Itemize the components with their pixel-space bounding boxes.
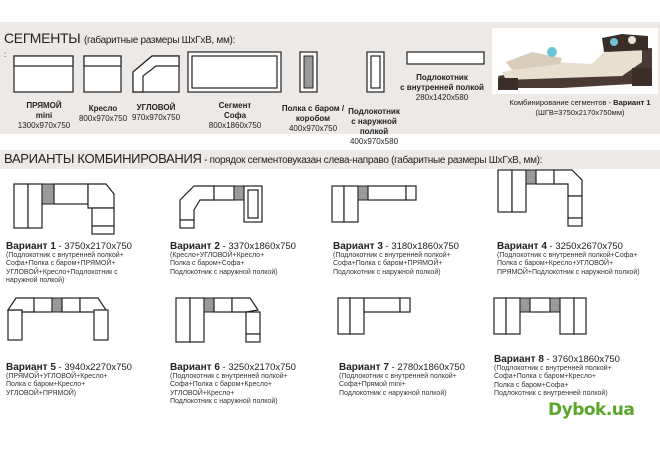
variant-2: Вариант 2 - 3370x1860x750 (Кресло+УГЛОВОЙ+Кресло+ Полка с баром+Софа+ Подлокотник с наружной полкой) <box>170 241 296 276</box>
variant-7: Вариант 7 - 2780x1860x750 (Подлокотник с внутренней полкой+ Софа+Прямой mini+ Подлокотник с наружной полкой) <box>339 362 465 397</box>
segments-subtitle: (габаритные размеры ШхГхВ, мм): <box>83 35 236 46</box>
variant-7-schematic <box>338 298 410 334</box>
segments-title: СЕГМЕНТЫ <box>4 30 81 46</box>
variant-4: Вариант 4 - 3250x2670x750 (Подлокотник с внутренней полкой+Софа+ Полка с баром+Кресло+УГЛОВОЙ+ ПРЯМОЙ+Подлокотник с наружной полкой) <box>497 241 640 276</box>
variant-3: Вариант 3 - 3180x1860x750 (Подлокотник с внутренней полкой+ Софа+Полка с баром+ПРЯМОЙ+ Подлокотник с наружной полкой) <box>333 241 459 276</box>
variant-8-schematic <box>494 298 586 334</box>
variant-4-schematic <box>498 170 582 226</box>
variant-6-schematic <box>176 298 260 342</box>
variant-3-schematic <box>332 186 416 222</box>
variant-5-schematic <box>8 298 108 340</box>
colon-mark: : <box>4 50 7 59</box>
segment-label-podlokotnik-nar: Подлокотник с наружной полкой 400x970x580 <box>348 107 400 146</box>
segment-label-pryamoy: ПРЯМОЙ mini 1300x970x750 <box>17 101 71 130</box>
segment-label-kreslo: Кресло 800x970x750 <box>78 104 128 123</box>
variants-subtitle: - порядок сегментовуказан слева-направо (габаритные размеры ШхГхВ, мм): <box>201 155 543 166</box>
variant-8: Вариант 8 - 3760x1860x750 (Подлокотник с внутренней полкой+ Софа+Полка с баром+Кресло+ Полка с баром+Софа+ Подлокотник с внутренней полкой) <box>494 354 620 397</box>
variants-title: ВАРИАНТЫ КОМБИНИРОВАНИЯ <box>4 151 202 166</box>
combo-caption: Комбинирование сегментов - Вариант 1 (ШГВ=3750x2170x750мм) <box>509 98 651 117</box>
segment-label-uglovoy: УГЛОВОЙ 970x970x750 <box>131 103 181 122</box>
variant-2-schematic <box>180 186 262 228</box>
segment-label-sofa: Сегмент Софа 800x1860x750 <box>208 101 262 130</box>
variant-5: Вариант 5 - 3940x2270x750 (ПРЯМОЙ+УГЛОВОЙ+Кресло+ Полка с баром+Кресло+ УГЛОВОЙ+ПРЯМОЙ) <box>6 362 132 397</box>
variant-6: Вариант 6 - 3250x2170x750 (Подлокотник с внутренней полкой+ Софа+Полка с баром+Кресло+ УГЛОВОЙ+Кресло+ Подлокотник с наружной полкой) <box>170 362 296 405</box>
variant-1-schematic <box>14 184 114 234</box>
variant-1: Вариант 1 - 3750x2170x750 (Подлокотник с внутренней полкой+ Софа+Полка с баром+ПРЯМОЙ+ УГЛОВОЙ+Кресло+Подлокотник с наружной полкой) <box>6 241 132 284</box>
segment-label-podlokotnik-vn: Подлокотник с внутренней полкой 280x1420x580 <box>400 73 484 102</box>
segment-label-polka: Полка с баром / коробом 400x970x750 <box>281 104 345 133</box>
site-logo: Dybok.ua <box>548 400 635 420</box>
